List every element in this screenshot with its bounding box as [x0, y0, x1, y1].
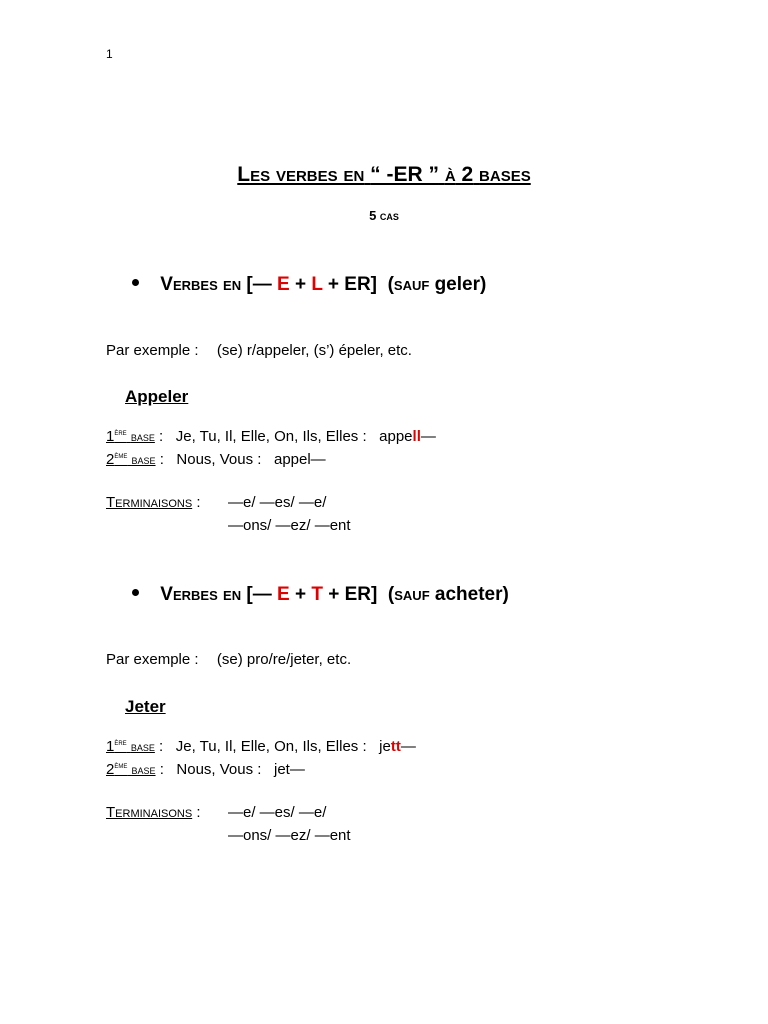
heading-sauf: (sauf: [387, 584, 430, 605]
base2-pronouns: Nous, Vous :: [176, 761, 262, 778]
page-number: 1: [106, 47, 113, 61]
example-label: Par exemple :: [106, 342, 199, 359]
heading-open: [—: [246, 274, 272, 295]
base1-label: 1ère base: [106, 738, 155, 755]
heading-lead: Verbes en: [160, 274, 242, 295]
heading-plus: +: [294, 274, 307, 295]
base1-label: 1ère base: [106, 428, 155, 445]
example-line: [106, 651, 351, 668]
page-title: [0, 163, 768, 187]
terminaisons-line2: —ons/ —ez/ —ent: [228, 827, 351, 844]
verb-title-appeler: Appeler: [125, 387, 189, 406]
terminaisons-label: Terminaisons :: [106, 494, 201, 511]
example-text: (se) pro/re/jeter, etc.: [216, 651, 352, 668]
heading-sauf: (sauf: [387, 274, 430, 295]
heading-open: [—: [246, 584, 272, 605]
title-part4: 2: [461, 163, 474, 186]
heading-close: ER]: [344, 584, 378, 605]
base2-form: appel—: [273, 451, 326, 468]
base1-form: jett—: [379, 738, 416, 755]
example-line: [106, 342, 412, 359]
base2-pronouns: Nous, Vous :: [176, 451, 262, 468]
base1-pronouns: Je, Tu, Il, Elle, On, Ils, Elles :: [175, 428, 367, 445]
heading-exception: geler): [434, 274, 487, 295]
base1-line: 1ère base : Je, Tu, Il, Elle, On, Ils, Elles : appell—: [106, 428, 436, 445]
bullet-icon: [132, 589, 139, 596]
heading-letter-e: E: [276, 274, 290, 295]
terminaisons-line1: —e/ —es/ —e/: [228, 804, 327, 821]
section-heading-et: [132, 584, 509, 606]
base2-label: 2ème base: [106, 761, 156, 778]
title-part5: bases: [479, 163, 531, 186]
example-label: Par exemple :: [106, 651, 199, 668]
heading-exception: acheter): [434, 584, 509, 605]
title-part1: Les verbes en: [237, 163, 365, 186]
terminaisons-line2: —ons/ —ez/ —ent: [228, 517, 351, 534]
base1-form: appell—: [379, 428, 436, 445]
heading-lead: Verbes en: [160, 584, 242, 605]
base2-line: 2ème base : Nous, Vous : jet—: [106, 761, 305, 778]
example-text: (se) r/appeler, (s’) épeler, etc.: [216, 342, 412, 359]
terminaisons-line1: —e/ —es/ —e/: [228, 494, 327, 511]
heading-plus: +: [328, 584, 340, 605]
heading-plus: +: [294, 584, 307, 605]
title-part2: “ -ER ”: [370, 163, 439, 186]
heading-letter-t: T: [311, 584, 323, 605]
section-heading-el: [132, 274, 486, 296]
title-part3: à: [444, 163, 456, 186]
terminaisons-label: Terminaisons :: [106, 804, 201, 821]
page-subtitle: 5 cas: [369, 208, 399, 223]
heading-letter-l: L: [311, 274, 323, 295]
heading-letter-e: E: [276, 584, 290, 605]
heading-plus: +: [327, 274, 339, 295]
base1-line: 1ère base : Je, Tu, Il, Elle, On, Ils, Elles : jett—: [106, 738, 416, 755]
base2-line: 2ème base : Nous, Vous : appel—: [106, 451, 326, 468]
base1-pronouns: Je, Tu, Il, Elle, On, Ils, Elles :: [175, 738, 367, 755]
bullet-icon: [132, 279, 139, 286]
base2-form: jet—: [273, 761, 305, 778]
verb-title-jeter: Jeter: [125, 697, 166, 716]
base2-label: 2ème base: [106, 451, 156, 468]
heading-close: ER]: [344, 274, 378, 295]
